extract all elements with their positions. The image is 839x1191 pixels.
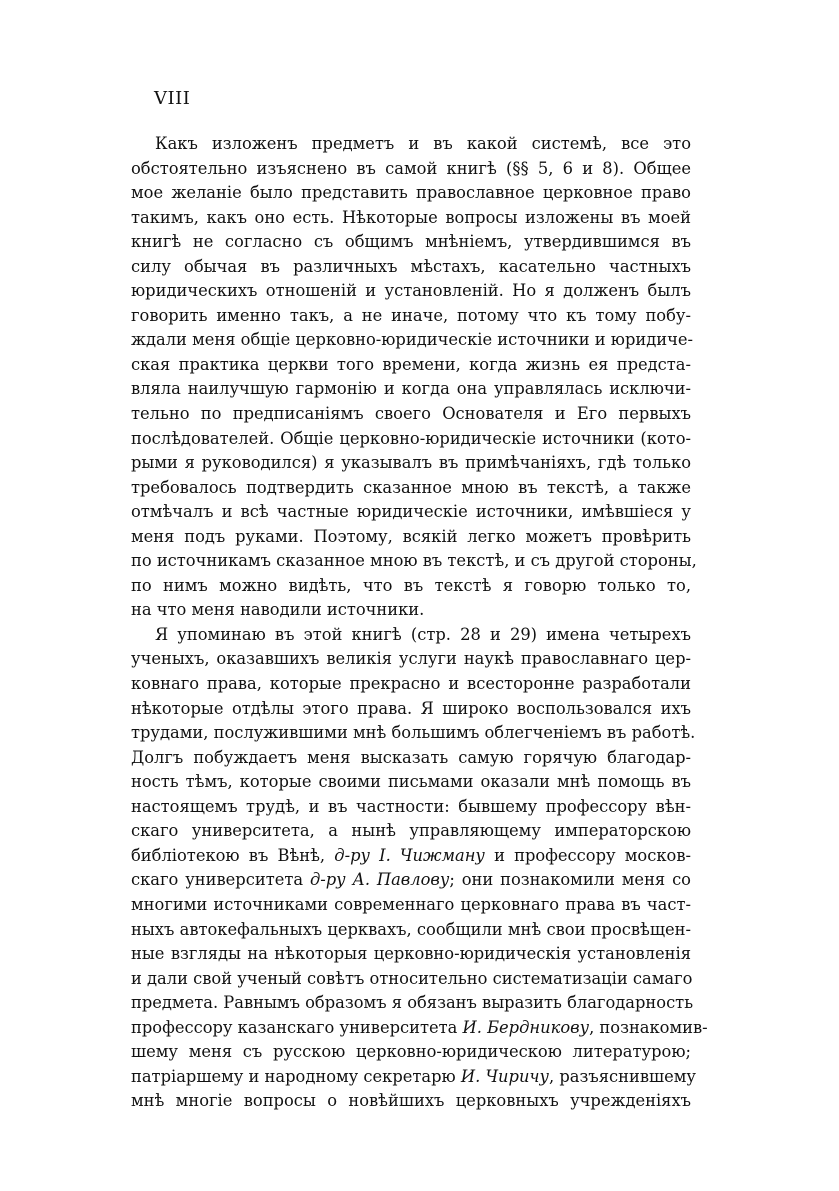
text-line: нѣкоторые отдѣлы этого права. Я широко воспользовался ихъ: [131, 698, 691, 718]
text-line: на что меня наводили источники.: [131, 600, 425, 620]
text-line: [131, 1065, 697, 1090]
text-line: трудами, послужившими мнѣ большимъ облегченіемъ въ работѣ.: [131, 723, 696, 743]
text-line: ученыхъ, оказавшихъ великія услуги наукѣ православнаго цер-: [131, 649, 691, 669]
text-segment: и профессору москов-: [484, 845, 691, 865]
text-line: рыми я руководился) я указывалъ въ примѣчаніяхъ, гдѣ только: [131, 453, 691, 473]
page-number: VIII: [154, 88, 191, 109]
text-line: Долгъ побуждаетъ меня высказать самую горячую благодар-: [131, 747, 691, 767]
text-line: ныхъ автокефальныхъ церквахъ, сообщили мнѣ свои просвѣщен-: [131, 919, 691, 939]
text-line: книгѣ не согласно съ общимъ мнѣніемъ, утвердившимся въ: [131, 232, 691, 252]
text-line: послѣдователей. Общіе церковно-юридическіе источники (кото-: [131, 428, 691, 448]
text-line: ные взгляды на нѣкоторыя церковно-юридическія установленія: [131, 944, 691, 964]
text-line: ждали меня общіе церковно-юридическіе источники и юридиче-: [131, 330, 693, 350]
text-line: скаго университета, а нынѣ управляющему императорскою: [131, 821, 691, 841]
text-line: ность тѣмъ, которые своими письмами оказали мнѣ помощь въ: [131, 772, 691, 792]
author-name: И. Бердникову: [462, 1017, 590, 1037]
text-line: [131, 868, 691, 893]
text-segment: библіотекою въ Вѣнѣ,: [131, 845, 335, 865]
text-segment: скаго университета: [131, 870, 310, 890]
text-line: Я упоминаю въ этой книгѣ (стр. 28 и 29) имена четырехъ: [155, 624, 691, 644]
text-line: предмета. Равнымъ образомъ я обязанъ выразить благодарность: [131, 993, 694, 1013]
text-line: и дали свой ученый совѣтъ относительно систематизаціи самаго: [131, 968, 693, 988]
text-segment: , разъяснившему: [549, 1066, 697, 1086]
body-text: [131, 132, 708, 1114]
text-line: тельно по предписаніямъ своего Основателя и Его первыхъ: [131, 404, 691, 424]
text-line: настоящемъ трудѣ, и въ частности: бывшему профессору вѣн-: [131, 796, 691, 816]
text-segment: профессору казанскаго университета: [131, 1017, 463, 1037]
text-line: такимъ, какъ оно есть. Нѣкоторые вопросы изложены въ моей: [131, 207, 691, 227]
author-name: д-ру А. Павлову: [309, 870, 450, 890]
text-segment: ; они познакомили меня со: [449, 870, 691, 890]
text-line: многими источниками современнаго церковнаго права въ част-: [131, 894, 691, 914]
text-line: вляла наилучшую гармонію и когда она управлялась исключи-: [131, 379, 691, 399]
text-segment: , познакомив-: [589, 1017, 708, 1037]
text-line: по источникамъ сказанное мною въ текстѣ, и съ другой стороны,: [131, 551, 697, 571]
author-name: И. Чиричу: [460, 1066, 550, 1086]
text-line: ская практика церкви того времени, когда жизнь ея предста-: [131, 354, 691, 374]
text-line: обстоятельно изъяснено въ самой книгѣ (§§ 5, 6 и 8). Общее: [131, 158, 691, 178]
text-line: мое желаніе было представить православное церковное право: [131, 183, 691, 203]
text-line: мнѣ многіе вопросы о новѣйшихъ церковныхъ учрежденіяхъ: [131, 1091, 691, 1111]
text-line: говорить именно такъ, а не иначе, потому что къ тому побу-: [131, 305, 691, 325]
text-line: силу обычая въ различныхъ мѣстахъ, касательно частныхъ: [131, 256, 691, 276]
text-segment: патріаршему и народному секретарю: [131, 1066, 461, 1086]
text-line: шему меня съ русскою церковно-юридическою литературою;: [131, 1042, 691, 1062]
author-name: д-ру І. Чижману: [334, 845, 485, 865]
text-line: [131, 1016, 708, 1041]
text-line: [131, 844, 691, 869]
text-line: юридическихъ отношеній и установленій. Но я долженъ былъ: [131, 281, 691, 301]
text-line: требовалось подтвердить сказанное мною въ текстѣ, а также: [131, 477, 691, 497]
text-line: меня подъ руками. Поэтому, всякій легко можетъ провѣрить: [131, 526, 691, 546]
text-line: отмѣчалъ и всѣ частные юридическіе источники, имѣвшіеся у: [131, 502, 691, 522]
text-line: ковнаго права, которые прекрасно и всесторонне разработали: [131, 674, 691, 694]
text-line: по нимъ можно видѣть, что въ текстѣ я говорю только то,: [131, 575, 691, 595]
text-line: Какъ изложенъ предметъ и въ какой системѣ, все это: [155, 134, 691, 153]
